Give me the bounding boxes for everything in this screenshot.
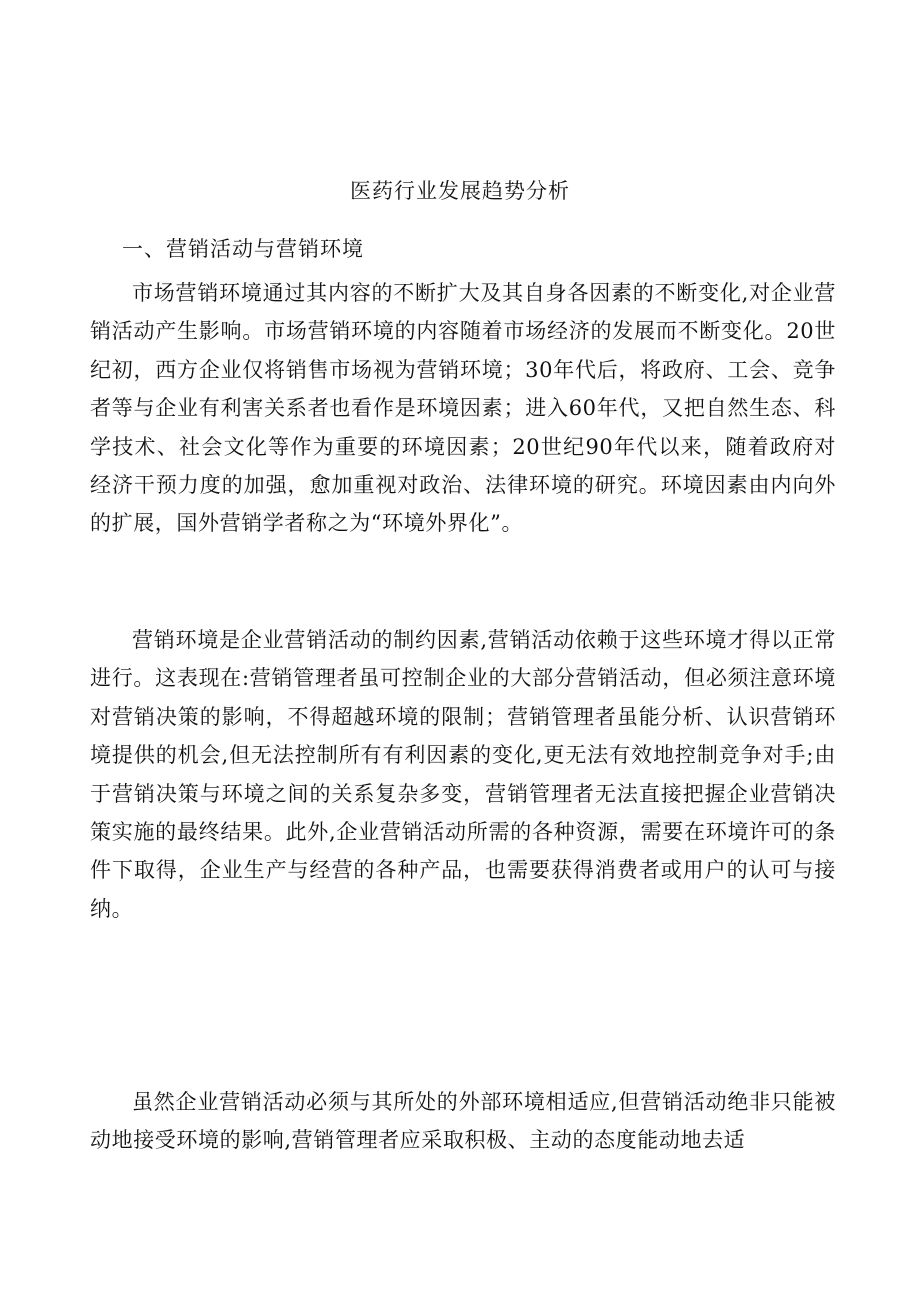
- paragraph-3: 虽然企业营销活动必须与其所处的外部环境相适应,但营销活动绝非只能被动地接受环境的影响,营销管理者应采取积极、主动的态度能动地去适: [90, 1090, 836, 1153]
- section-heading: 一、营销活动与营销环境: [122, 237, 364, 261]
- document-title: 医药行业发展趋势分析: [350, 179, 570, 203]
- paragraph-2: 营销环境是企业营销活动的制约因素,营销活动依赖于这些环境才得以正常进行。这表现在:营销管理者虽可控制企业的大部分营销活动，但必须注意环境对营销决策的影响，不得超越环境的限制；营销管理者虽能分析、认识营销环境提供的机会,但无法控制所有有利因素的变化,更无法有效地控制竞争对手;由于营销决策与环境之间的关系复杂多变，营销管理者无法直接把握企业营销决策实施的最终结果。此外,企业营销活动所需的各种资源，需要在环境许可的条件下取得，企业生产与经营的各种产品，也需要获得消费者或用户的认可与接纳。: [90, 628, 836, 921]
- paragraph-1: 市场营销环境通过其内容的不断扩大及其自身各因素的不断变化,对企业营销活动产生影响。市场营销环境的内容随着市场经济的发展而不断变化。20世纪初，西方企业仅将销售市场视为营销环境；30年代后，将政府、工会、竞争者等与企业有利害关系者也看作是环境因素；进入60年代，又把自然生态、科学技术、社会文化等作为重要的环境因素；20世纪90年代以来，随着政府对经济干预力度的加强，愈加重视对政治、法律环境的研究。环境因素由内向外的扩展，国外营销学者称之为“环境外界化”。: [90, 281, 836, 536]
